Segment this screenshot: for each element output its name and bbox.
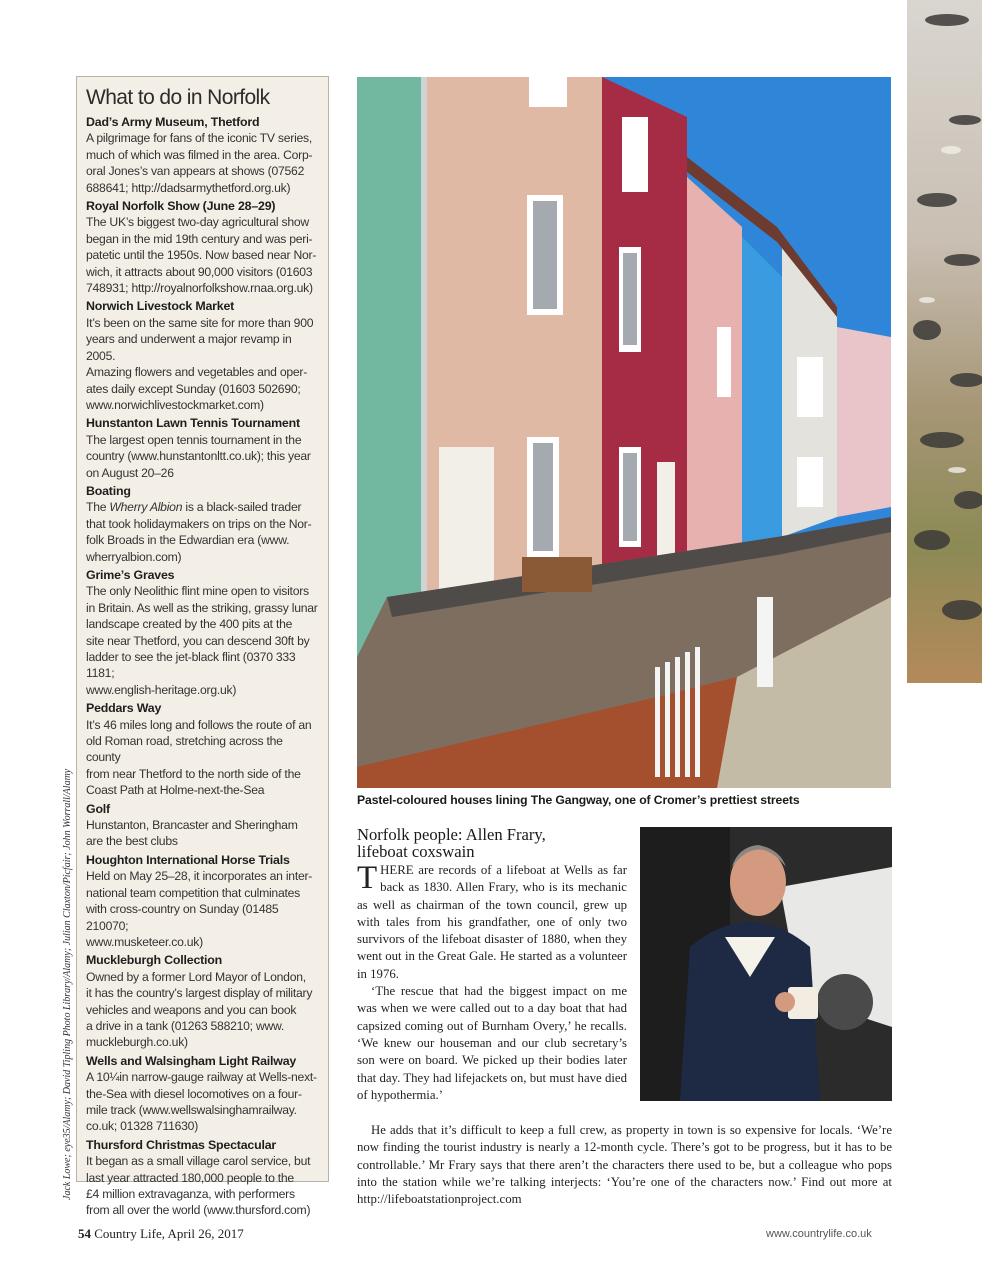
allen-frary-portrait (640, 827, 892, 1101)
sidebar-entry-heading: Peddars Way (86, 701, 162, 716)
photo-credit: Jack Lowe; eye35/Alamy; David Tipling Photo Library/Alamy; Julian Claxton/Picfair; John Worrall/Alamy (62, 768, 73, 1200)
sidebar-entry-body: The largest open tennis tournament in the country (www.hunstantonltt.co.uk); this year on August 20–26 (86, 432, 311, 480)
body-text: is a black-sailed trader that took holidaymakers on trips on the Nor- folk Broads in the Edwardian era (www. wherryalbion.com) (86, 500, 312, 564)
sidebar-entry-heading: Hunstanton Lawn Tennis Tournament (86, 416, 300, 431)
drop-cap: T (357, 860, 378, 896)
sidebar-entry-body: Hunstanton, Brancaster and Sheringham are the best clubs (86, 818, 298, 849)
pastel-houses-photo (357, 77, 891, 788)
boat-name: Wherry Albion (109, 500, 183, 515)
sidebar-entry (86, 700, 319, 798)
houses-illustration (357, 77, 891, 788)
sidebar-entry-heading: Golf (86, 801, 110, 816)
page-number: 54 (78, 1226, 91, 1241)
sidebar-entry-body: A 10¼in narrow-gauge railway at Wells-next- the-Sea with diesel locomotives on a four- mile track (www.wellswalsinghamrailway. co.uk; 01328 711630) (86, 1070, 317, 1134)
sidebar-entry (86, 852, 319, 950)
geese-illustration (907, 0, 982, 683)
page-folio (78, 1226, 244, 1242)
sidebar-entry-body: It’s been on the same site for more than 900 years and underwent a major revamp in 2005. Amazing flowers and vegetables and oper- ates daily except Sunday (01603 502690; www.norwichlivestockmarket.com) (86, 315, 314, 412)
sidebar-entry-heading: Muckleburgh Collection (86, 953, 223, 968)
article-paragraph-1 (357, 862, 627, 983)
sidebar-list (86, 114, 319, 1219)
sidebar-entry-heading: Norwich Livestock Market (86, 299, 235, 314)
sidebar-entry-body: The only Neolithic flint mine open to visitors in Britain. As well as the striking, grassy lunar landscape created by the 400 pits at the site near Thetford, you can descend 30ft by ladder to see the jet-black flint (0370 333 1181; www.english-heritage.org.uk) (86, 584, 318, 697)
sidebar-entry-heading: Wells and Walsingham Light Railway (86, 1053, 297, 1068)
sidebar-entry (86, 1053, 319, 1135)
sidebar-entry-heading: Boating (86, 483, 131, 498)
sidebar-title: What to do in Norfolk (86, 86, 270, 109)
body-text: The (86, 500, 110, 515)
sidebar-entry-body: The UK’s biggest two-day agricultural show began in the mid 19th century and was peri- patetic until the 1950s. Now based near Nor- wich, it attracts about 90,000 visitors (01603 748931; http://royalnorfolkshow.rnaa.org.uk) (86, 215, 317, 296)
sidebar-entry-body: A pilgrimage for fans of the iconic TV series, much of which was filmed in the area. Corp- oral Jones’s van appears at shows (07562 688641; http://dadsarmythetford.org.uk) (86, 131, 313, 195)
sidebar-entry-body: Held on May 25–28, it incorporates an inter- national team competition that culminates with cross-country on Sunday (01485 210070; www.musketeer.co.uk) (86, 869, 313, 949)
sidebar-entry-body: Owned by a former Lord Mayor of London, it has the country’s largest display of military vehicles and weapons and you can book a drive in a tank (01263 588210; www. muckleburgh.co.uk) (86, 969, 313, 1050)
sidebar-entry (86, 1137, 319, 1219)
sidebar-entry (86, 952, 319, 1050)
sidebar-entry (86, 114, 319, 196)
sidebar-entry-body (86, 499, 319, 565)
article-paragraph-2: ‘The rescue that had the biggest impact on me was when we were called out to a day boat that had capsized coming out of Burnham Overy,’ he recalls. ‘We knew our houseman and our club secretary’s son were on board. We picked up their bodies later that day. They had lifejackets on, but must have died of hypothermia.’ (357, 984, 627, 1102)
sidebar-entry-body: It began as a small village carol service, but last year attracted 180,000 people to the £4 million extravaganza, with performers from all over the world (www.thursford.com) (86, 1154, 311, 1218)
lead-word: HERE (380, 863, 414, 877)
paragraph-1-text: are records of a lifeboat at Wells as far back as 1830. Allen Frary, who is its mechanic as well as chairman of the town council, grew up with tales from his grandfather, one of only two survivors of the lifeboat disaster of 1880, when they went out in the Great Gale. He started as a volunteer in 1976. (357, 863, 627, 981)
footer-url: www.countrylife.co.uk (766, 1228, 872, 1240)
article-title: Norfolk people: Allen Frary, lifeboat coxswain (357, 825, 546, 861)
sidebar-entry (86, 483, 319, 565)
portrait-illustration (640, 827, 892, 1101)
sidebar-entry (86, 198, 319, 296)
article-paragraph-3: He adds that it’s difficult to keep a full crew, as property in town is so expensive for locals. ‘We’re now finding the tourist industry is nearly a 12-month cycle. There’s got to be progress, but it has to be controllable.’ Mr Frary says that there aren’t the characters there used to be, but a colleague who pops into the station while we’re talking interjects: ‘You’re one of the characters now.’ Find out more at http://lifeboatstationproject.com (357, 1123, 892, 1207)
sidebar-entry (86, 567, 319, 698)
sidebar-entry (86, 801, 319, 850)
sidebar-entry-heading: Thursford Christmas Spectacular (86, 1137, 277, 1152)
article-column (357, 862, 627, 1104)
sidebar-entry-body: It’s 46 miles long and follows the route of an old Roman road, stretching across the county from near Thetford to the north side of the Coast Path at Holme-next-the-Sea (86, 717, 312, 798)
edge-photo-geese (907, 0, 982, 683)
sidebar-entry (86, 415, 319, 481)
sidebar-entry-heading: Houghton International Horse Trials (86, 852, 290, 867)
sidebar-entry-heading: Dad’s Army Museum, Thetford (86, 115, 260, 129)
sidebar-entry-heading: Grime’s Graves (86, 567, 175, 582)
magazine-issue: Country Life, April 26, 2017 (91, 1226, 244, 1241)
what-to-do-sidebar (76, 76, 329, 1218)
sidebar-entry-heading: Royal Norfolk Show (June 28–29) (86, 199, 276, 214)
photo-caption: Pastel-coloured houses lining The Gangway, one of Cromer’s prettiest streets (357, 793, 800, 807)
sidebar-entry (86, 298, 319, 413)
